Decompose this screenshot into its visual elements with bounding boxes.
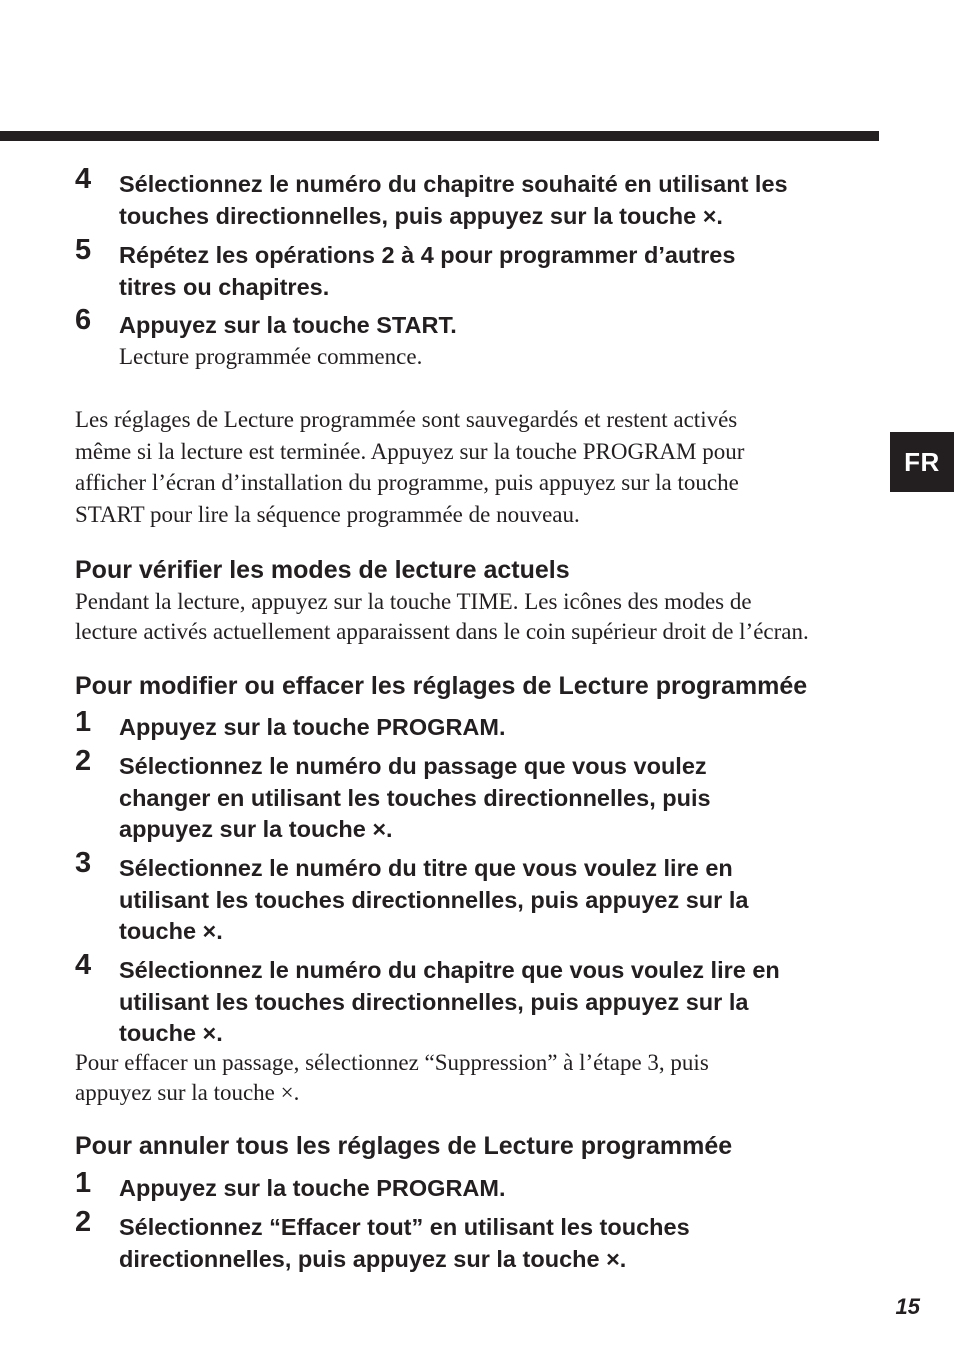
section-heading: Pour vérifier les modes de lecture actuels (75, 556, 570, 584)
step-line: Appuyez sur la touche START. (119, 312, 457, 338)
step-line: Appuyez sur la touche PROGRAM. (119, 1175, 506, 1201)
step-line: changer en utilisant les touches directionnelles, puis (119, 784, 711, 811)
step-line: touches directionnelles, puis appuyez sur la touche ×. (119, 202, 723, 229)
step-line: utilisant les touches directionnelles, puis appuyez sur la (119, 988, 749, 1015)
body-paragraph (75, 1048, 875, 1107)
step-number: 2 (75, 1206, 92, 1238)
paragraph-line: Pour effacer un passage, sélectionnez “Suppression” à l’étape 3, puis (75, 1050, 709, 1075)
paragraph-line: lecture activés actuellement apparaissent dans le coin supérieur droit de l’écran. (75, 618, 809, 644)
step-line: Sélectionnez le numéro du chapitre souhaité en utilisant les (119, 171, 788, 197)
step-number: 1 (75, 1167, 92, 1199)
top-rule (0, 131, 879, 141)
step-number: 5 (75, 234, 92, 266)
step-line: Répétez les opérations 2 à 4 pour programmer d’autres (119, 242, 736, 268)
step-text (119, 1212, 879, 1275)
paragraph-line: appuyez sur la touche ×. (75, 1079, 300, 1105)
language-tab (890, 432, 954, 492)
body-paragraph (75, 587, 875, 646)
step-text (119, 240, 879, 303)
step-text (119, 751, 879, 846)
step-subtext: Lecture programmée commence. (119, 344, 423, 369)
body-paragraph (75, 404, 875, 530)
step-line: Sélectionnez le numéro du passage que vous voulez (119, 753, 707, 779)
paragraph-line: même si la lecture est terminée. Appuyez sur la touche PROGRAM pour (75, 438, 745, 464)
step-line: directionnelles, puis appuyez sur la touche ×. (119, 1245, 627, 1272)
step-text (119, 712, 879, 744)
step-line: Sélectionnez le numéro du titre que vous voulez lire en (119, 855, 733, 881)
page-number: 15 (895, 1294, 920, 1319)
language-tab-label: FR (904, 446, 940, 477)
paragraph-line: START pour lire la séquence programmée de nouveau. (75, 501, 580, 527)
section-heading: Pour modifier ou effacer les réglages de Lecture programmée (75, 672, 808, 700)
step-line: Appuyez sur la touche PROGRAM. (119, 714, 506, 740)
step-line: titres ou chapitres. (119, 273, 330, 300)
step-number: 3 (75, 847, 92, 879)
step-line: Sélectionnez “Effacer tout” en utilisant les touches (119, 1214, 690, 1240)
step-line: Sélectionnez le numéro du chapitre que vous voulez lire en (119, 957, 780, 983)
step-number: 1 (75, 706, 92, 738)
step-number: 6 (75, 304, 92, 336)
step-number: 4 (75, 949, 92, 981)
step-number: 4 (75, 163, 92, 195)
section-heading: Pour annuler tous les réglages de Lecture programmée (75, 1132, 733, 1160)
step-text (119, 955, 879, 1050)
step-text (119, 310, 879, 342)
paragraph-line: Les réglages de Lecture programmée sont sauvegardés et restent activés (75, 407, 738, 432)
step-text (119, 1173, 879, 1205)
step-text (119, 853, 879, 948)
paragraph-line: afficher l’écran d’installation du programme, puis appuyez sur la touche (75, 470, 739, 495)
step-line: touche ×. (119, 918, 223, 944)
step-line: utilisant les touches directionnelles, puis appuyez sur la (119, 886, 749, 913)
step-line: appuyez sur la touche ×. (119, 816, 393, 842)
step-line: touche ×. (119, 1020, 223, 1046)
step-number: 2 (75, 745, 92, 777)
paragraph-line: Pendant la lecture, appuyez sur la touche TIME. Les icônes des modes de (75, 589, 752, 614)
step-text (119, 169, 879, 232)
